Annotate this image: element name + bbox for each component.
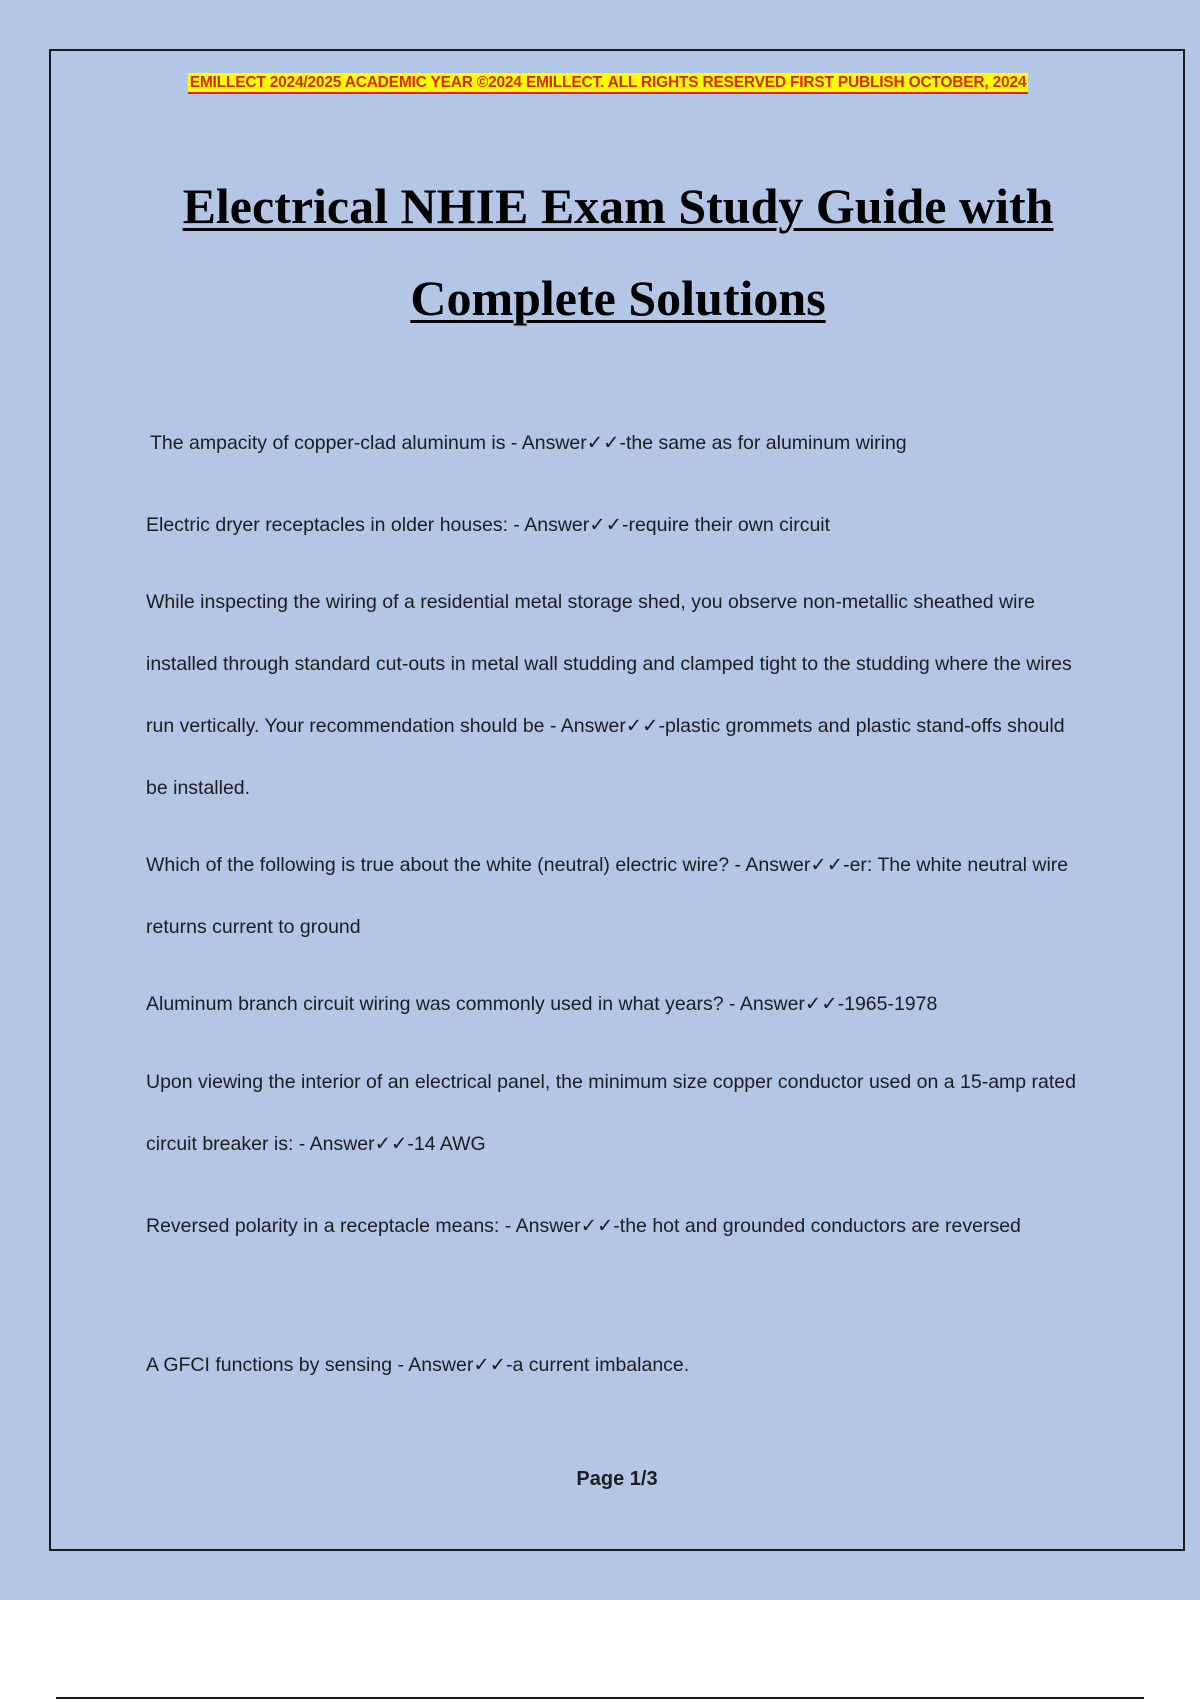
question-text: Aluminum branch circuit wiring was commonly used in what years? bbox=[146, 993, 724, 1015]
question-text: A GFCI functions by sensing bbox=[146, 1354, 393, 1376]
answer-text: 14 AWG bbox=[413, 1133, 486, 1155]
answer-text: the hot and grounded conductors are reversed bbox=[619, 1215, 1021, 1237]
question-text: Electric dryer receptacles in older houses: bbox=[146, 514, 508, 536]
answer-separator: - Answer✓✓- bbox=[392, 1354, 513, 1376]
question-text: While inspecting the wiring of a residential metal storage shed, you observe non-metallic sheathed wire installed through standard cut-outs in metal wall studding and clamped tight to the studding where the wires run vertically. Your recommendation should be bbox=[146, 591, 1072, 737]
answer-separator: - Answer✓✓- bbox=[508, 514, 629, 536]
qa-item-3 bbox=[146, 571, 1086, 819]
qa-item-5 bbox=[146, 973, 1086, 1035]
qa-item-7 bbox=[146, 1195, 1086, 1257]
answer-text: a current imbalance. bbox=[512, 1354, 690, 1376]
answer-text: 1965-1978 bbox=[844, 993, 938, 1015]
question-text: Which of the following is true about the white (neutral) electric wire? bbox=[146, 854, 730, 876]
answer-separator: - Answer✓✓- bbox=[505, 432, 626, 454]
answer-text: er: The white neutral wire returns current to ground bbox=[146, 854, 1069, 938]
copyright-banner bbox=[146, 74, 1070, 96]
answer-separator: - Answer✓✓- bbox=[544, 715, 665, 737]
title-line-2: Complete Solutions bbox=[410, 270, 826, 326]
qa-item-1 bbox=[150, 412, 1090, 474]
qa-item-8 bbox=[146, 1334, 1086, 1396]
bottom-divider bbox=[56, 1697, 1144, 1699]
document-title bbox=[100, 160, 1136, 344]
qa-item-6 bbox=[146, 1051, 1086, 1175]
qa-item-4 bbox=[146, 834, 1086, 958]
question-text: Upon viewing the interior of an electrical panel, the minimum size copper conductor used on a 15-amp rated circuit breaker is: bbox=[146, 1071, 1077, 1155]
copyright-banner-text: EMILLECT 2024/2025 ACADEMIC YEAR ©2024 EMILLECT. ALL RIGHTS RESERVED FIRST PUBLISH OCTOBER, 2024 bbox=[188, 73, 1029, 94]
answer-text: plastic grommets and plastic stand-offs should be installed. bbox=[146, 715, 1065, 799]
answer-text: require their own circuit bbox=[628, 514, 831, 536]
answer-separator: - Answer✓✓- bbox=[729, 854, 850, 876]
question-text: Reversed polarity in a receptacle means: bbox=[146, 1215, 500, 1237]
answer-separator: - Answer✓✓- bbox=[293, 1133, 414, 1155]
answer-separator: - Answer✓✓- bbox=[499, 1215, 620, 1237]
answer-text: the same as for aluminum wiring bbox=[625, 432, 907, 454]
qa-item-2 bbox=[146, 494, 1086, 556]
title-line-1: Electrical NHIE Exam Study Guide with bbox=[182, 178, 1054, 234]
question-text: The ampacity of copper-clad aluminum is bbox=[150, 432, 506, 454]
page-number: Page 1/3 bbox=[576, 1468, 658, 1490]
answer-separator: - Answer✓✓- bbox=[723, 993, 845, 1015]
